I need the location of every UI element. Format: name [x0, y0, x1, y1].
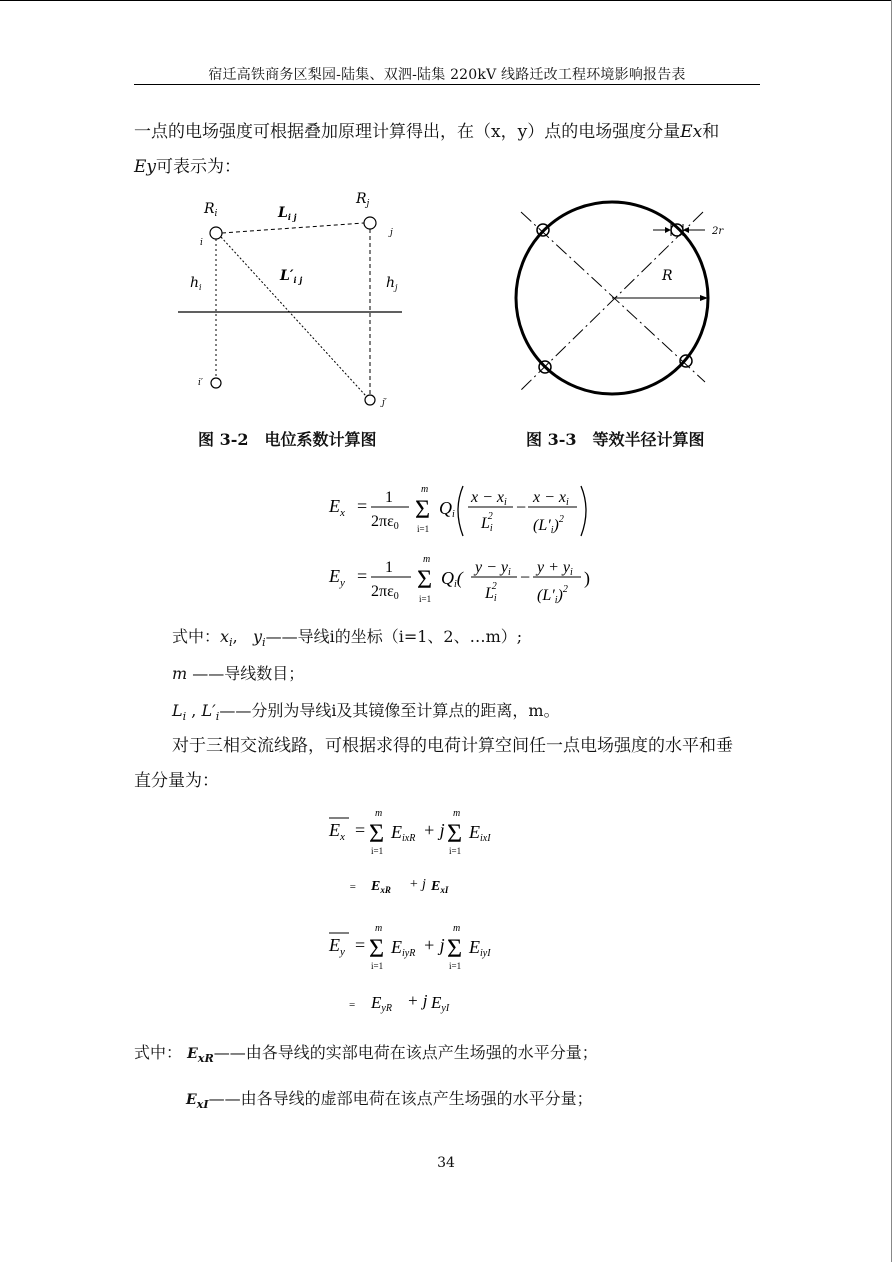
note-distance: $L_i$ , $L'_i——$分别为导线i及其镜像至计算点的距离，m。 — [172, 701, 560, 724]
intro-text-a: 一点的电场强度可根据叠加原理计算得出，在（x，y）点的电场强度分量 — [134, 122, 681, 142]
image-i — [211, 378, 221, 388]
svg-text:m: m — [423, 554, 431, 565]
conductor-i — [210, 227, 222, 239]
svg-text:=: = — [349, 999, 356, 1011]
intro-text-c: 可表示为： — [156, 157, 242, 177]
ex-symbol: Ex — [680, 122, 703, 142]
equation-Ex-complex — [325, 802, 525, 862]
page-number: 34 — [437, 1155, 455, 1171]
equivalent-radius-diagram — [505, 200, 745, 405]
caption-fig-3-2: 图 3-2 电位系数计算图 — [198, 430, 377, 449]
svg-text:Σ: Σ — [369, 819, 385, 848]
svg-text:Ex: $E_x$ — [329, 820, 345, 843]
svg-text:−: − — [516, 497, 527, 517]
footnote-ExI: $E_{xI}——$由各导线的虚部电荷在该点产生场强的水平分量； — [186, 1089, 593, 1112]
svg-text:−: − — [520, 567, 531, 587]
caption-fig-3-3: 图 3-3 等效半径计算图 — [526, 430, 705, 449]
svg-text:+ j: + j — [407, 991, 428, 1010]
svg-text:y + yi: y + yi — [537, 559, 573, 578]
svg-text:i=1: i=1 — [371, 846, 384, 856]
svg-text:x − xi: x − xi — [471, 489, 507, 508]
note-m: m ——导线数目； — [172, 664, 305, 683]
svg-text:1: 1 — [385, 559, 393, 576]
svg-text:EiyR: EiyR — [391, 937, 416, 959]
svg-text:Σ: Σ — [447, 934, 463, 963]
intro-line-2 — [134, 150, 241, 184]
label-hi: $h_i$ — [190, 275, 202, 292]
label-hj: $h_j$ — [386, 275, 398, 292]
svg-text:i=1: i=1 — [371, 961, 384, 971]
svg-text:Ex: $E_x$ — [329, 496, 345, 519]
svg-text:Ey: $E_y$ — [329, 566, 345, 589]
footnote-ExR: 式中： $E_{xR}——$由各导线的实部电荷在该点产生场强的水平分量； — [134, 1043, 598, 1066]
conductor-j — [364, 217, 376, 229]
para2-line-1: 对于三相交流线路，可根据求得的电荷计算空间任一点电场强度的水平和垂 — [172, 736, 733, 756]
svg-text:i=1: i=1 — [449, 961, 462, 971]
label-i: i — [200, 238, 203, 248]
ey-symbol: Ey — [134, 157, 157, 177]
svg-text:Li2: Li2 — [485, 581, 497, 604]
label-j: j — [390, 228, 393, 238]
svg-text:i=1: i=1 — [417, 524, 430, 534]
label-jp: j′ — [382, 398, 387, 408]
svg-text:i=1: i=1 — [419, 594, 432, 604]
svg-text:Qi(: Qi( — [441, 568, 463, 590]
svg-text:EiyI: EiyI — [469, 937, 491, 959]
running-header: 宿迁高铁商务区梨园-陆集、双泗-陆集 220kV 线路迁改工程环境影响报告表 — [208, 67, 686, 83]
svg-text:=: = — [357, 496, 368, 516]
svg-text:ExI: $E_{xI}$ — [431, 879, 449, 895]
label-ip: i′ — [198, 378, 203, 388]
label-Lij: $L_{i j}$ — [278, 205, 297, 222]
line-Lij — [222, 223, 364, 233]
svg-text:(L′i)2: $(L'i)^2$ — [533, 514, 564, 536]
page-frame-top — [0, 0, 892, 1]
svg-text:(L′i)2: $(L'i)^2$ — [537, 584, 568, 606]
header-rule — [134, 84, 760, 85]
dim-arrowhead-left — [665, 227, 671, 233]
svg-text:=: = — [355, 935, 366, 955]
svg-text:=: = — [355, 820, 366, 840]
equation-Ey — [325, 548, 595, 614]
label-Lpij: $L'_{i j}$ — [280, 268, 303, 285]
svg-text:y − yi: y − yi — [475, 559, 511, 578]
svg-text:+ j: + j — [409, 877, 426, 892]
image-j — [365, 395, 375, 405]
svg-text:x − xi: x − xi — [533, 489, 569, 508]
label-Rj: $R_j$ — [356, 191, 370, 209]
svg-text:m: m — [421, 484, 429, 495]
svg-text:Qi: Qi — [439, 498, 455, 520]
svg-text:EixR: EixR — [391, 822, 416, 844]
dim-arrowhead-right — [683, 227, 689, 233]
svg-text:ExR: $E_{xR}$ — [371, 879, 391, 895]
intro-line-1 — [134, 115, 774, 149]
svg-text:Σ: Σ — [369, 934, 385, 963]
equation-Ex — [325, 476, 595, 544]
svg-text:m: m — [375, 808, 383, 819]
intro-text-b: 和 — [702, 122, 720, 142]
equation-Ey-complex — [325, 917, 525, 977]
svg-text:=: = — [349, 881, 357, 893]
label-R: R — [662, 268, 673, 284]
svg-text:Σ: Σ — [417, 565, 433, 594]
svg-text:EixI: EixI — [469, 822, 491, 844]
svg-text:): ) — [584, 568, 590, 588]
svg-text:2πε0: 2πε0 — [371, 513, 399, 532]
svg-text:m: m — [375, 923, 383, 934]
svg-text:i=1: i=1 — [449, 846, 462, 856]
equation-Ey-short — [345, 986, 485, 1018]
svg-text:EyR: EyR — [371, 993, 392, 1014]
note-coordinates: 式中：$x_i$, $y_i——$导线i的坐标（i=1、2、…m）; — [172, 627, 523, 650]
line-Lpij — [221, 237, 366, 396]
label-Ri: $R_i$ — [204, 201, 218, 219]
svg-text:m: m — [453, 808, 461, 819]
label-2r: 2r — [712, 226, 724, 237]
svg-text:EyI: EyI — [431, 993, 450, 1014]
svg-text:+ j: + j — [423, 935, 445, 955]
potential-coefficient-diagram — [170, 185, 420, 415]
svg-text:Σ: Σ — [415, 495, 431, 524]
svg-text:+ j: + j — [423, 820, 445, 840]
svg-text:Ey: $E_y$ — [329, 935, 345, 958]
equation-Ex-short — [345, 870, 485, 900]
svg-text:=: = — [357, 566, 368, 586]
svg-text:Li2: Li2 — [481, 511, 493, 534]
para2-line-2: 直分量为： — [134, 771, 219, 791]
svg-text:Σ: Σ — [447, 819, 463, 848]
diagonal-b — [521, 212, 703, 390]
svg-text:m: m — [453, 923, 461, 934]
svg-text:1: 1 — [385, 489, 393, 506]
svg-text:2πε0: 2πε0 — [371, 583, 399, 602]
